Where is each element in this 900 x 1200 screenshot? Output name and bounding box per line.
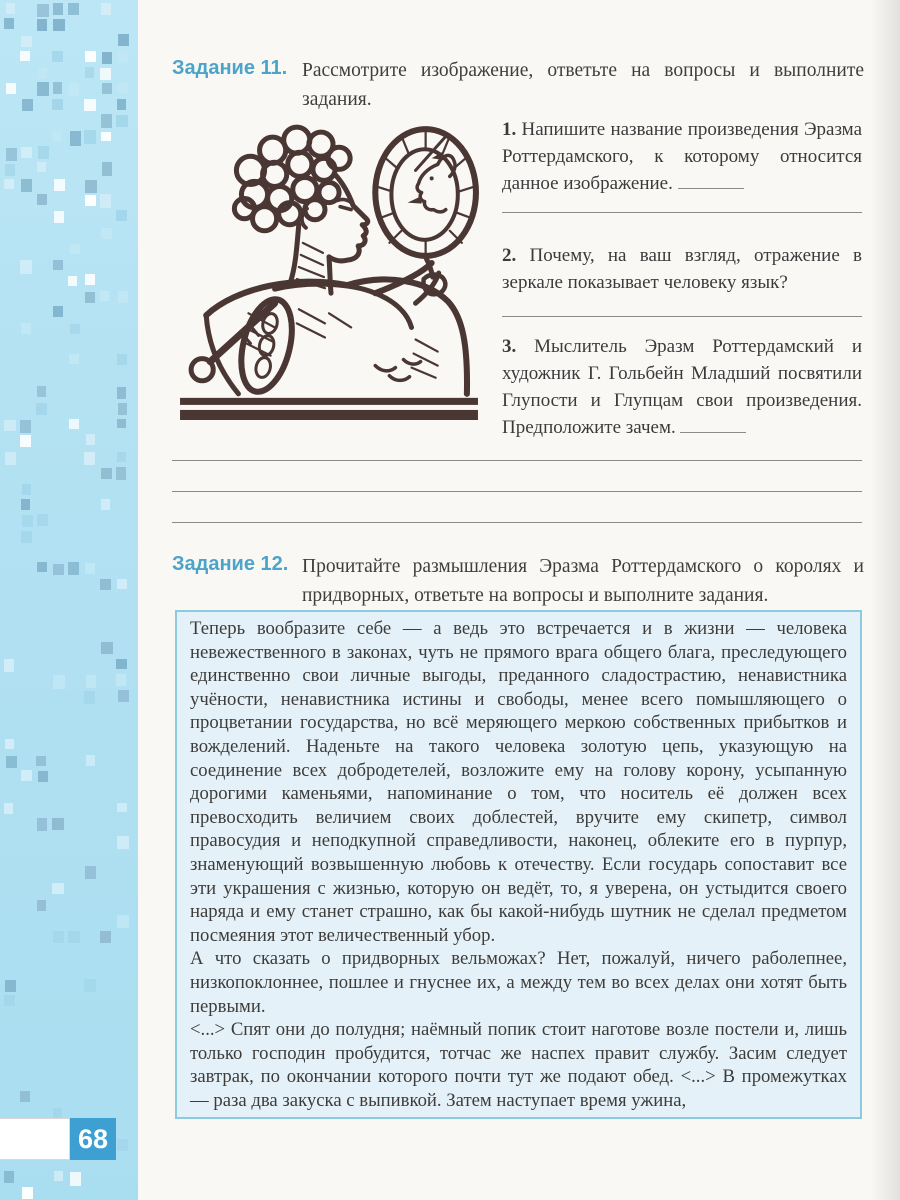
page-number-badge: [0, 1118, 116, 1160]
mosaic-square: [100, 291, 109, 301]
mosaic-square: [70, 244, 80, 255]
mosaic-square: [100, 68, 111, 81]
mosaic-square: [86, 675, 96, 688]
answer-line: [502, 212, 862, 213]
mosaic-square: [101, 499, 110, 509]
mosaic-square: [117, 387, 127, 399]
mosaic-square: [70, 1172, 82, 1186]
mosaic-square: [36, 403, 46, 414]
mosaic-square: [5, 452, 16, 466]
mosaic-square: [38, 146, 49, 159]
mosaic-square: [84, 99, 95, 111]
question-1-text: Напишите название произведения Эразма Роттердамского, к которому относится данное изображение.: [502, 119, 863, 194]
mosaic-square: [116, 674, 125, 685]
mosaic-square: [117, 419, 126, 428]
mosaic-square: [101, 642, 112, 654]
mosaic-square: [68, 3, 79, 15]
mosaic-square: [52, 883, 63, 894]
erasmus-quote-box: [175, 610, 862, 1119]
mosaic-square: [117, 354, 127, 365]
mosaic-square: [20, 435, 31, 446]
mosaic-square: [85, 866, 95, 879]
question-1: [502, 116, 862, 197]
mosaic-square: [116, 659, 127, 670]
mosaic-square: [69, 83, 79, 96]
woodcut-illustration-svg: [178, 112, 480, 420]
question-3-text: Мыслитель Эразм Роттердамский и художник Г. Гольбейн Младший посвятили Глупости и Глупцам свои произведения. Предположите зачем.: [502, 336, 862, 438]
quote-paragraph-3: <...> Спят они до полудня; наёмный попик стоит наготове возле постели и, лишь только господин пробудится, тотчас же наспех правит службу. Засим следует завтрак, по окончании которого почти тут же подают обед. <...> В промежутках — раза два закуска с выпивкой. Затем наступает время ужина,: [190, 1019, 847, 1111]
mosaic-square: [20, 51, 30, 61]
mosaic-square: [84, 130, 96, 144]
task-12-instruction: Прочитайте размышления Эразма Роттердамского о королях и придворных, ответьте на вопросы и выполните задания.: [302, 556, 864, 606]
mosaic-square: [21, 770, 32, 781]
task-11-instruction: Рассмотрите изображение, ответьте на вопросы и выполните задания.: [302, 60, 864, 110]
mosaic-square: [38, 771, 48, 782]
mosaic-square: [5, 164, 15, 177]
mosaic-square: [117, 915, 128, 929]
mosaic-square: [22, 484, 31, 495]
mosaic-square: [4, 1171, 14, 1183]
mosaic-square: [100, 931, 111, 943]
mosaic-square: [84, 691, 94, 704]
mosaic-square: [52, 99, 63, 110]
mosaic-square: [36, 756, 46, 766]
mosaic-square: [85, 180, 97, 194]
mosaic-square: [85, 274, 95, 285]
question-1-number: 1.: [502, 119, 517, 140]
mosaic-square: [37, 162, 46, 172]
quote-paragraph-2: А что сказать о придворных вельможах? Нет, пожалуй, ничего раболепнее, низкопоклоннее, пошлее и гнуснее их, а между тем во всех делах они хотят быть первыми.: [190, 948, 847, 1017]
mosaic-square: [118, 291, 128, 303]
mosaic-square: [101, 3, 112, 15]
mosaic-square: [117, 836, 129, 850]
badge-white-strip: [0, 1118, 70, 1160]
mosaic-square: [85, 67, 94, 77]
mosaic-square: [21, 36, 32, 48]
mosaic-square: [117, 452, 126, 462]
mosaic-square: [102, 83, 112, 94]
mosaic-square: [21, 179, 32, 192]
mosaic-square: [117, 1139, 128, 1151]
mosaic-square: [101, 114, 112, 127]
mosaic-square: [6, 148, 17, 161]
mosaic-square: [84, 452, 94, 465]
mosaic-square: [85, 292, 95, 303]
mosaic-square: [52, 51, 63, 63]
mosaic-square: [85, 195, 96, 206]
mosaic-square: [20, 1091, 30, 1102]
task-11-label: Задание 11.: [172, 57, 288, 79]
mosaic-square: [4, 803, 13, 814]
answer-short-line: [678, 176, 744, 189]
mosaic-square: [54, 1171, 63, 1181]
mosaic-square: [86, 434, 95, 444]
mosaic-square: [21, 147, 31, 159]
mosaic-square: [37, 386, 46, 396]
question-2-number: 2.: [502, 245, 517, 266]
mosaic-square: [53, 675, 65, 689]
mosaic-square: [4, 659, 14, 671]
mosaic-square: [52, 818, 64, 830]
mosaic-square: [100, 579, 110, 590]
mosaic-square: [4, 420, 15, 432]
mosaic-square: [37, 900, 46, 911]
mosaic-square: [37, 562, 47, 572]
mosaic-square: [69, 419, 79, 430]
mosaic-square: [4, 995, 15, 1006]
mosaic-square: [53, 564, 64, 576]
mosaic-square: [5, 980, 16, 993]
mosaic-square: [53, 260, 63, 270]
task-12-label: Задание 12.: [172, 553, 289, 575]
mosaic-square: [68, 276, 77, 286]
mosaic-square: [101, 228, 111, 239]
mosaic-square: [118, 34, 129, 46]
task-11-questions: [502, 116, 862, 441]
mosaic-square: [116, 115, 127, 127]
mosaic-square: [116, 210, 127, 221]
mosaic-square: [4, 18, 14, 28]
question-3: [502, 333, 862, 441]
mosaic-square: [6, 3, 16, 14]
mosaic-square: [100, 194, 111, 208]
mosaic-square: [37, 514, 48, 526]
mosaic-square: [118, 83, 128, 94]
answer-line: [172, 492, 862, 523]
question-2-text: Почему, на ваш взгляд, отражение в зеркале показывает человеку язык?: [502, 245, 863, 293]
task-11-answer-lines: [172, 432, 862, 523]
mosaic-square: [52, 131, 61, 141]
mosaic-square: [6, 756, 17, 768]
mosaic-square: [53, 1108, 62, 1118]
mosaic-square: [20, 260, 32, 274]
paper-edge-shadow: [870, 0, 900, 1200]
mosaic-square: [117, 99, 126, 110]
mosaic-square: [70, 131, 81, 145]
mosaic-square: [37, 4, 48, 17]
mosaic-square: [68, 931, 79, 943]
mosaic-square: [22, 515, 33, 527]
mosaic-square: [69, 354, 79, 364]
mosaic-square: [85, 51, 95, 63]
mosaic-square: [102, 162, 113, 175]
mosaic-square: [101, 468, 112, 479]
mosaic-square: [6, 83, 17, 94]
mosaic-square: [37, 82, 49, 96]
mosaic-square: [68, 562, 78, 575]
mosaic-square: [85, 563, 96, 574]
mosaic-square: [53, 306, 64, 317]
mosaic-square: [118, 51, 128, 62]
task-11-header: [172, 56, 864, 114]
mosaic-square: [118, 403, 127, 415]
mosaic-square: [101, 132, 110, 142]
answer-line: [502, 316, 862, 317]
mosaic-square: [21, 531, 32, 543]
mosaic-square: [53, 3, 63, 16]
mosaic-square: [117, 579, 127, 589]
mosaic-square: [53, 931, 63, 943]
mosaic-square: [84, 979, 96, 993]
mosaic-square: [4, 179, 13, 189]
question-2: [502, 242, 862, 296]
mosaic-square: [116, 467, 126, 480]
mosaic-square: [22, 99, 33, 111]
mosaic-square: [117, 803, 126, 812]
mosaic-square: [54, 179, 65, 192]
mosaic-square: [37, 194, 47, 205]
decorative-sidebar: [0, 0, 138, 1200]
mosaic-square: [20, 420, 31, 433]
mosaic-square: [102, 52, 112, 64]
mosaic-square: [70, 324, 80, 334]
answer-line: [172, 461, 862, 492]
mosaic-square: [37, 818, 47, 831]
page-number: 68: [70, 1118, 116, 1160]
mosaic-square: [54, 211, 64, 224]
mosaic-square: [21, 323, 31, 334]
mosaic-square: [21, 499, 31, 510]
mosaic-square: [22, 1187, 34, 1199]
fool-with-mirror-illustration: [178, 112, 480, 420]
answer-line: [172, 432, 862, 461]
mosaic-square: [53, 82, 62, 94]
mosaic-square: [37, 19, 47, 31]
task-12-header: [172, 552, 864, 610]
quote-paragraph-1: Теперь вообразите себе — а ведь это встречается и в жизни — человека невежественного в законах, чуть не прямого врага общего блага, преследующего единственно свои личные выгоды, преданного сладострастию, ненавистника учёности, ненавистника истины и свободы, менее всего помышляющего о процветании государства, но всё меряющего меркою собственных прибытков и вожделений. Наденьте на такого человека золотую цепь, указующую на соединение всех добродетелей, возложите ему на голову корону, усыпанную дорогими каменьями, напоминание о том, что носитель её должен всех превосходить величием своих доблестей, вручите ему скипетр, символ правосудия и неподкупной справедливости, наконец, облеките его в пурпур, знаменующий возвышенную любовь к отечеству. Если государь сопоставит все эти украшения с жизнью, которую он ведёт, то, я уверена, он устыдится своего наряда и ему станет страшно, как бы какой-нибудь шутник не сделал предметом посмеяния этот величественный убор.: [190, 618, 847, 946]
mosaic-square: [53, 19, 65, 32]
mosaic-square: [86, 755, 95, 766]
mosaic-square: [118, 690, 129, 702]
mosaic-square: [5, 739, 14, 750]
mosaic-square: [38, 68, 47, 79]
question-3-number: 3.: [502, 336, 517, 357]
